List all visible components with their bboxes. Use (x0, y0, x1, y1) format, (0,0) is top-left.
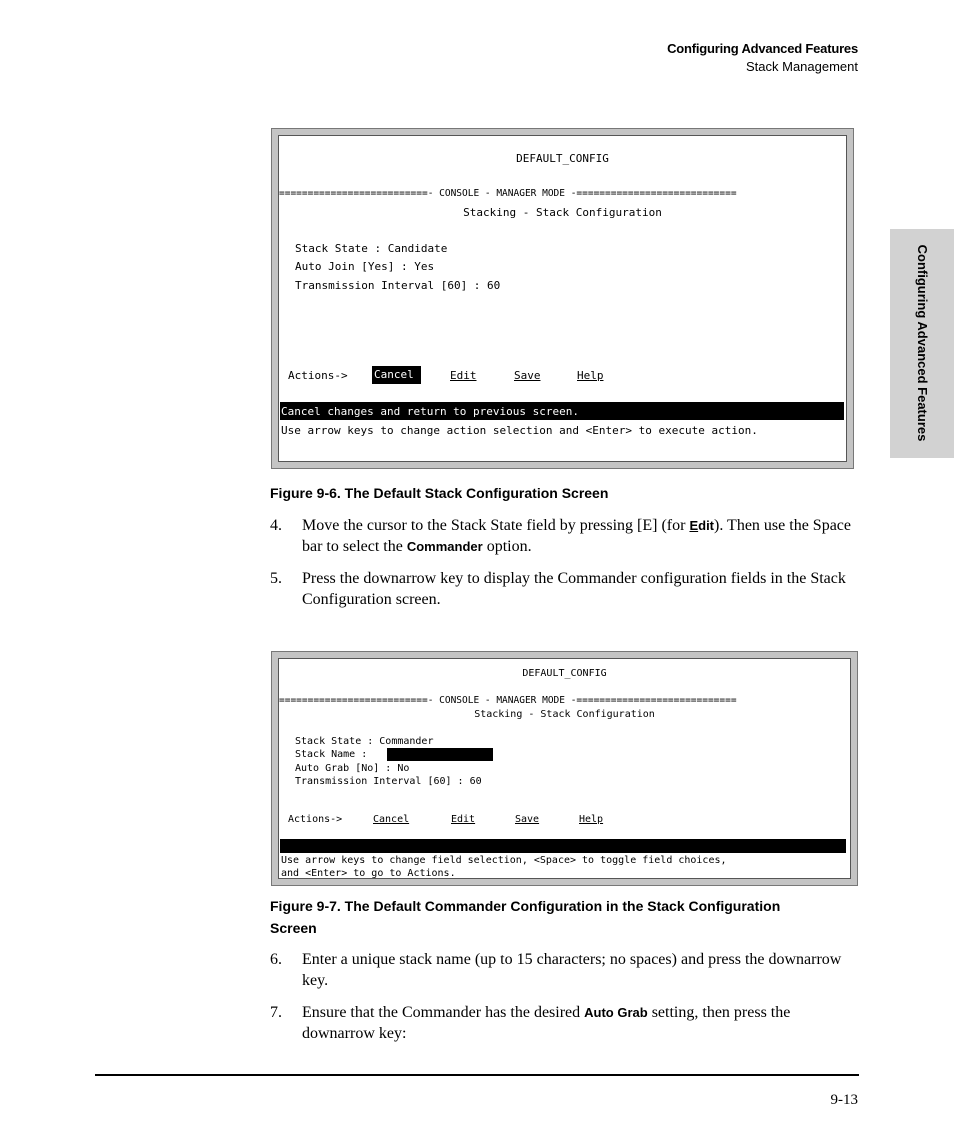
step-number: 6. (270, 951, 282, 968)
commander-term: Commander (406, 539, 483, 554)
side-tab-label: Configuring Advanced Features (915, 244, 930, 442)
edit-hotkey: Edit (450, 369, 477, 382)
step-number: 7. (270, 1004, 282, 1021)
screen-subtitle: Stacking - Stack Configuration (463, 206, 662, 219)
screen-subtitle: Stacking - Stack Configuration (474, 709, 655, 720)
footer-rule (95, 1074, 859, 1076)
side-tab (890, 229, 954, 458)
figure-caption-9-6: Figure 9-6. The Default Stack Configuration Screen (270, 485, 609, 501)
console-screen-stack-config (271, 128, 854, 469)
action-help-button[interactable] (577, 369, 604, 383)
field-stack-state[interactable]: Stack State : Commander (295, 736, 434, 747)
help-hint: Use arrow keys to change action selection and <Enter> to execute action. (281, 424, 758, 437)
action-edit-button[interactable] (451, 813, 475, 826)
console-mode-line: ==========================- CONSOLE - MANAGER MODE -============================ (279, 188, 737, 199)
running-header-subtitle: Stack Management (745, 59, 858, 74)
field-transmission-interval[interactable]: Transmission Interval [60] : 60 (295, 776, 482, 787)
help-hint-line-1: Use arrow keys to change field selection, <Space> to toggle field choices, (281, 855, 727, 866)
actions-label: Actions-> (288, 814, 343, 825)
step-text: Ensure that the Commander has the desired Auto Grab setting, then press the downarrow key: (302, 1004, 791, 1042)
step-number: 5. (270, 570, 282, 587)
edit-term: Edit (689, 518, 715, 533)
action-cancel-button[interactable] (373, 813, 409, 826)
console-mode-line: ==========================- CONSOLE - MANAGER MODE -============================ (279, 695, 737, 706)
console-screen-commander-config (271, 651, 858, 886)
action-save-button[interactable] (514, 369, 541, 383)
field-stack-name-label: Stack Name : (295, 749, 374, 760)
action-save-button[interactable] (515, 813, 539, 826)
page-number: 9-13 (830, 1092, 858, 1108)
help-hotkey: Help (579, 814, 604, 825)
step-text: Enter a unique stack name (up to 15 characters; no spaces) and press the downarrow key. (302, 951, 842, 989)
field-auto-grab[interactable]: Auto Grab [No] : No (295, 763, 410, 774)
field-auto-join[interactable]: Auto Join [Yes] : Yes (295, 260, 435, 273)
step-text: Press the downarrow key to display the Commander configuration fields in the Stack Configuration screen. (302, 570, 846, 608)
edit-hotkey: Edit (451, 814, 476, 825)
status-bar (280, 839, 846, 853)
action-edit-button[interactable] (450, 369, 477, 383)
screen-title: DEFAULT_CONFIG (522, 668, 607, 679)
console-screen-inner (278, 135, 847, 462)
save-hotkey: Save (515, 814, 540, 825)
status-message: Cancel changes and return to previous screen. (281, 405, 580, 418)
step-number: 4. (270, 517, 282, 534)
cancel-hotkey: Cancel (373, 814, 410, 825)
step-text: Move the cursor to the Stack State field by pressing [E] (for Edit). Then use the Space bar to select the Commander option. (302, 517, 852, 555)
help-hint-line-2: and <Enter> to go to Actions. (281, 868, 456, 879)
action-help-button[interactable] (579, 813, 603, 826)
help-hotkey: Help (577, 369, 604, 382)
action-cancel-button[interactable]: Cancel (372, 366, 421, 384)
auto-grab-term: Auto Grab (584, 1005, 648, 1020)
field-transmission-interval[interactable]: Transmission Interval [60] : 60 (295, 279, 501, 292)
actions-label: Actions-> (288, 369, 348, 382)
save-hotkey: Save (514, 369, 541, 382)
figure-caption-9-7: Figure 9-7. The Default Commander Configuration in the Stack Configuration Screen (270, 898, 781, 936)
stack-name-input[interactable] (387, 748, 493, 761)
running-header-title: Configuring Advanced Features (667, 41, 858, 56)
console-screen-inner (278, 658, 851, 879)
field-stack-state[interactable]: Stack State : Candidate (295, 242, 448, 255)
screen-title: DEFAULT_CONFIG (516, 152, 609, 165)
